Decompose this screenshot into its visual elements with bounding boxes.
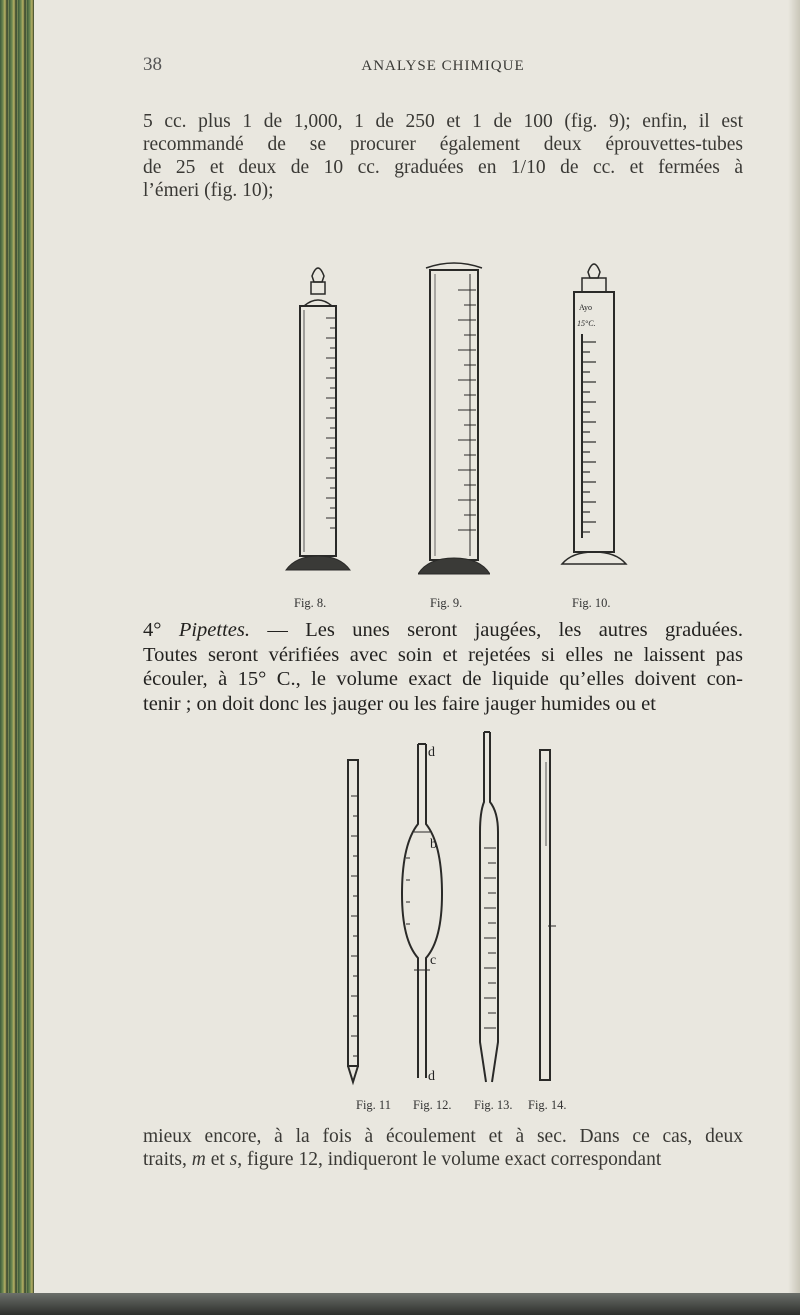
graduated-bulb-pipette-illustration [470,728,506,1088]
stoppered-test-tube-illustration [560,258,628,570]
figure-13-caption: Fig. 13. [474,1098,513,1112]
running-title: ANALYSE CHIMIQUE [361,58,525,74]
page-bottom-edge [0,1293,800,1315]
text-line: mieux encore, à la fois à écoulement et à sec. Dans ce cas, deux [143,1126,743,1147]
page-edge-shadow [788,0,800,1315]
figure-12-bulb-pipette [396,740,456,1086]
stoppered-cylinder-illustration [282,258,354,578]
section-title: Pipettes. [178,619,250,641]
paragraph-1 [143,110,743,202]
section-number: 4° [143,619,179,641]
figure-14-tube-pipette [534,746,558,1088]
line-text: , figure 12, indiqueront le volume exact correspondant [237,1149,662,1170]
mark-label-c: c [430,953,437,968]
figure-14-caption: Fig. 14. [528,1098,567,1112]
page-number: 38 [143,54,162,75]
figure-8-graduated-cylinder [282,258,354,578]
figure-8-caption: Fig. 8. [294,596,327,610]
open-cylinder-illustration [418,260,490,578]
paragraph-2 [143,618,743,716]
bulb-pipette-illustration [396,740,456,1086]
book-binding-edge [0,0,34,1315]
tube-label-temperature: 15°C. [577,319,596,328]
figure-9-caption: Fig. 9. [430,596,463,610]
line-text: — Les unes seront jaugées, les autres graduées. [250,619,743,641]
mark-s: s [229,1149,238,1170]
text-line: écouler, à 15° C., le volume exact de liquide qu’elles doivent con- [143,668,743,690]
mark-m: m [191,1149,206,1170]
figure-11-caption: Fig. 11 [356,1098,391,1112]
text-line: 5 cc. plus 1 de 1,000, 1 de 250 et 1 de 100 (fig. 9); enfin, il est [143,111,743,132]
text-line: de 25 et deux de 10 cc. graduées en 1/10 de cc. et fermées à [143,157,743,178]
line-text: et [205,1149,230,1170]
mark-label-b: b [430,837,437,852]
paragraph-3 [143,1125,743,1171]
figure-10-test-tube [560,258,628,570]
figure-10-caption: Fig. 10. [572,596,611,610]
tube-label-top: Ayo [579,303,593,312]
figure-13-graduated-bulb-pipette [470,728,506,1088]
line-text: traits, [143,1149,192,1170]
figure-12-caption: Fig. 12. [413,1098,452,1112]
figure-9-graduated-cylinder [418,260,490,578]
tube-pipette-illustration [534,746,558,1088]
graduated-pipette-illustration [338,756,368,1086]
text-line: tenir ; on doit donc les jauger ou les faire jauger humides ou et [143,692,656,715]
mark-label-d-top: d [428,745,435,760]
text-line: l’émeri (fig. 10); [143,180,274,201]
text-line [143,618,743,643]
mark-label-d-bottom: d [428,1069,435,1084]
page-header [143,54,743,84]
text-line: recommandé de se procurer également deux éprouvettes-tubes [143,134,743,155]
text-line [143,1148,743,1171]
text-line: Toutes seront vérifiées avec soin et rejetées si elles ne laissent pas [143,643,743,666]
figure-11-graduated-pipette [338,756,368,1086]
